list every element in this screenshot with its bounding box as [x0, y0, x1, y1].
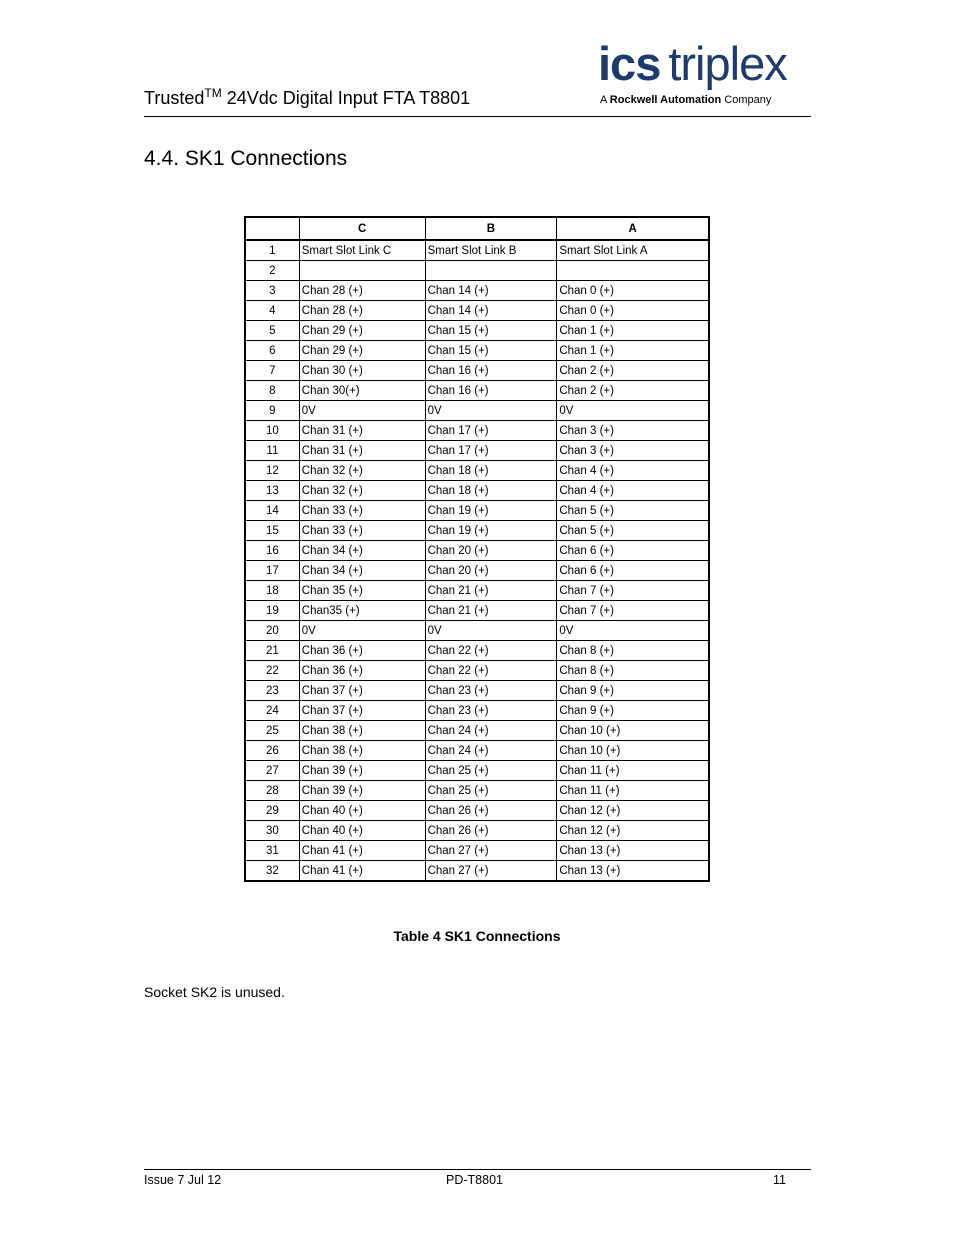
column-b-cell: Chan 27 (+) — [425, 841, 557, 861]
column-c-cell: Chan 38 (+) — [299, 721, 425, 741]
column-b-cell: Chan 23 (+) — [425, 681, 557, 701]
column-b-cell: 0V — [425, 401, 557, 421]
table-row — [245, 561, 709, 581]
column-a-cell: Chan 5 (+) — [557, 501, 709, 521]
trademark-superscript: TM — [204, 86, 222, 100]
column-c-cell: Chan 35 (+) — [299, 581, 425, 601]
table-row — [245, 321, 709, 341]
footer-divider — [144, 1169, 811, 1170]
column-a-cell: Chan 9 (+) — [557, 681, 709, 701]
column-c-cell: Chan35 (+) — [299, 601, 425, 621]
table-row — [245, 741, 709, 761]
column-b-cell: Chan 17 (+) — [425, 421, 557, 441]
pin-number-cell: 5 — [245, 321, 299, 341]
column-a-cell: Chan 0 (+) — [557, 301, 709, 321]
table-row — [245, 441, 709, 461]
column-b-cell: Chan 25 (+) — [425, 761, 557, 781]
pin-number-cell: 15 — [245, 521, 299, 541]
table-row — [245, 461, 709, 481]
sk1-connections-table — [244, 216, 710, 882]
column-b-cell: Chan 19 (+) — [425, 501, 557, 521]
table-row — [245, 521, 709, 541]
table-row — [245, 641, 709, 661]
table-row — [245, 240, 709, 261]
table-row — [245, 761, 709, 781]
column-c-cell: Chan 28 (+) — [299, 281, 425, 301]
pin-number-cell: 19 — [245, 601, 299, 621]
column-c-cell: Chan 39 (+) — [299, 781, 425, 801]
pin-number-cell: 6 — [245, 341, 299, 361]
column-c-cell: Chan 31 (+) — [299, 421, 425, 441]
column-b-cell: Chan 17 (+) — [425, 441, 557, 461]
column-c-cell: Chan 33 (+) — [299, 501, 425, 521]
pin-number-cell: 17 — [245, 561, 299, 581]
column-a-cell: Chan 7 (+) — [557, 601, 709, 621]
column-b-cell: Chan 14 (+) — [425, 281, 557, 301]
sk2-note: Socket SK2 is unused. — [144, 984, 285, 1000]
column-a-cell: Chan 1 (+) — [557, 341, 709, 361]
column-a-cell: Chan 9 (+) — [557, 701, 709, 721]
pin-number-cell: 4 — [245, 301, 299, 321]
table-row — [245, 581, 709, 601]
logo-tag-prefix: A — [600, 94, 610, 106]
column-a-cell: Chan 11 (+) — [557, 781, 709, 801]
column-c-cell: 0V — [299, 621, 425, 641]
column-a-cell: Chan 10 (+) — [557, 741, 709, 761]
column-b-cell: Chan 16 (+) — [425, 381, 557, 401]
logo-word-triplex: triplex — [668, 37, 787, 90]
column-c-cell: Chan 31 (+) — [299, 441, 425, 461]
pin-number-cell: 20 — [245, 621, 299, 641]
pin-number-cell: 14 — [245, 501, 299, 521]
column-c-cell: Chan 32 (+) — [299, 481, 425, 501]
column-b-cell: Chan 18 (+) — [425, 461, 557, 481]
table-row — [245, 721, 709, 741]
pin-number-cell: 8 — [245, 381, 299, 401]
table-row — [245, 681, 709, 701]
table-row — [245, 601, 709, 621]
column-a-cell: Chan 4 (+) — [557, 461, 709, 481]
table-row — [245, 621, 709, 641]
table-row — [245, 861, 709, 882]
column-c-cell: Chan 32 (+) — [299, 461, 425, 481]
pin-number-cell: 21 — [245, 641, 299, 661]
table-row — [245, 361, 709, 381]
column-a-cell: Chan 13 (+) — [557, 861, 709, 882]
logo-tagline — [600, 94, 771, 106]
column-c-cell: Chan 34 (+) — [299, 561, 425, 581]
table-row — [245, 421, 709, 441]
column-b-cell: Chan 21 (+) — [425, 601, 557, 621]
column-header-pin — [245, 217, 299, 240]
column-b-cell: Chan 15 (+) — [425, 341, 557, 361]
footer-issue: Issue 7 Jul 12 — [144, 1173, 222, 1187]
column-c-cell: Chan 34 (+) — [299, 541, 425, 561]
column-a-cell: Chan 4 (+) — [557, 481, 709, 501]
column-b-cell: Chan 27 (+) — [425, 861, 557, 882]
pin-number-cell: 7 — [245, 361, 299, 381]
column-c-cell: Chan 41 (+) — [299, 861, 425, 882]
pin-number-cell: 31 — [245, 841, 299, 861]
column-c-cell: Chan 40 (+) — [299, 821, 425, 841]
column-c-cell: Chan 30(+) — [299, 381, 425, 401]
pin-number-cell: 25 — [245, 721, 299, 741]
table-row — [245, 541, 709, 561]
column-a-cell: Chan 3 (+) — [557, 421, 709, 441]
column-b-cell: Chan 23 (+) — [425, 701, 557, 721]
column-b-cell: Chan 20 (+) — [425, 561, 557, 581]
table-row — [245, 381, 709, 401]
column-b-cell: Chan 24 (+) — [425, 741, 557, 761]
column-a-cell: Chan 13 (+) — [557, 841, 709, 861]
column-b-cell: Chan 24 (+) — [425, 721, 557, 741]
pin-number-cell: 28 — [245, 781, 299, 801]
column-c-cell: Chan 40 (+) — [299, 801, 425, 821]
column-a-cell: 0V — [557, 401, 709, 421]
section-heading: 4.4. SK1 Connections — [144, 147, 348, 170]
table-row — [245, 261, 709, 281]
column-b-cell: Chan 14 (+) — [425, 301, 557, 321]
logo-word-ics: ics — [598, 37, 661, 90]
column-b-cell: Chan 26 (+) — [425, 821, 557, 841]
pin-number-cell: 2 — [245, 261, 299, 281]
ics-triplex-logo — [598, 36, 812, 112]
column-a-cell: Chan 2 (+) — [557, 361, 709, 381]
column-b-cell: Smart Slot Link B — [425, 240, 557, 261]
column-c-cell — [299, 261, 425, 281]
pin-number-cell: 27 — [245, 761, 299, 781]
column-b-cell: 0V — [425, 621, 557, 641]
table-row — [245, 341, 709, 361]
column-a-cell: Chan 0 (+) — [557, 281, 709, 301]
header-divider — [144, 116, 811, 117]
column-a-cell: Chan 8 (+) — [557, 641, 709, 661]
table-body — [245, 240, 709, 881]
column-a-cell: Chan 12 (+) — [557, 801, 709, 821]
document-title — [144, 88, 470, 109]
pin-number-cell: 3 — [245, 281, 299, 301]
column-b-cell: Chan 20 (+) — [425, 541, 557, 561]
title-prefix: Trusted — [144, 88, 205, 108]
table-caption: Table 4 SK1 Connections — [393, 928, 561, 944]
column-a-cell: Chan 1 (+) — [557, 321, 709, 341]
table-row — [245, 781, 709, 801]
column-b-cell: Chan 22 (+) — [425, 661, 557, 681]
table-row — [245, 481, 709, 501]
pin-number-cell: 16 — [245, 541, 299, 561]
column-a-cell: Chan 2 (+) — [557, 381, 709, 401]
column-c-cell: Chan 33 (+) — [299, 521, 425, 541]
pin-number-cell: 23 — [245, 681, 299, 701]
column-a-cell: Chan 5 (+) — [557, 521, 709, 541]
pin-number-cell: 11 — [245, 441, 299, 461]
column-b-cell: Chan 16 (+) — [425, 361, 557, 381]
column-c-cell: Chan 36 (+) — [299, 661, 425, 681]
column-header-a: A — [557, 217, 709, 240]
column-c-cell: Chan 30 (+) — [299, 361, 425, 381]
pin-number-cell: 22 — [245, 661, 299, 681]
column-a-cell: Chan 6 (+) — [557, 561, 709, 581]
pin-number-cell: 18 — [245, 581, 299, 601]
logo-tag-rockwell: Rockwell Automation — [609, 94, 722, 106]
column-b-cell: Chan 21 (+) — [425, 581, 557, 601]
column-c-cell: Chan 28 (+) — [299, 301, 425, 321]
column-c-cell: Chan 36 (+) — [299, 641, 425, 661]
column-a-cell: Chan 8 (+) — [557, 661, 709, 681]
column-b-cell: Chan 22 (+) — [425, 641, 557, 661]
column-c-cell: Chan 39 (+) — [299, 761, 425, 781]
pin-number-cell: 12 — [245, 461, 299, 481]
column-c-cell: Chan 37 (+) — [299, 701, 425, 721]
column-b-cell: Chan 18 (+) — [425, 481, 557, 501]
column-a-cell: Chan 3 (+) — [557, 441, 709, 461]
table-row — [245, 821, 709, 841]
logo-wordmark — [598, 36, 787, 92]
column-b-cell — [425, 261, 557, 281]
table-row — [245, 841, 709, 861]
title-suffix: 24Vdc Digital Input FTA T8801 — [221, 88, 471, 108]
column-c-cell: Chan 41 (+) — [299, 841, 425, 861]
column-a-cell: Chan 6 (+) — [557, 541, 709, 561]
column-a-cell: Chan 11 (+) — [557, 761, 709, 781]
column-b-cell: Chan 26 (+) — [425, 801, 557, 821]
pin-number-cell: 26 — [245, 741, 299, 761]
column-b-cell: Chan 15 (+) — [425, 321, 557, 341]
column-a-cell: Chan 7 (+) — [557, 581, 709, 601]
table-row — [245, 701, 709, 721]
column-header-b: B — [425, 217, 557, 240]
column-c-cell: Chan 38 (+) — [299, 741, 425, 761]
column-a-cell: 0V — [557, 621, 709, 641]
column-c-cell: Smart Slot Link C — [299, 240, 425, 261]
pin-number-cell: 1 — [245, 240, 299, 261]
pin-number-cell: 24 — [245, 701, 299, 721]
column-a-cell: Chan 12 (+) — [557, 821, 709, 841]
table-header-row — [245, 217, 709, 240]
pin-number-cell: 13 — [245, 481, 299, 501]
pin-number-cell: 10 — [245, 421, 299, 441]
pin-number-cell: 32 — [245, 861, 299, 882]
footer-doc-id: PD-T8801 — [446, 1173, 503, 1187]
column-c-cell: 0V — [299, 401, 425, 421]
column-a-cell: Smart Slot Link A — [557, 240, 709, 261]
column-header-c: C — [299, 217, 425, 240]
column-c-cell: Chan 29 (+) — [299, 341, 425, 361]
table-row — [245, 801, 709, 821]
table-row — [245, 281, 709, 301]
table-row — [245, 501, 709, 521]
column-a-cell — [557, 261, 709, 281]
column-b-cell: Chan 25 (+) — [425, 781, 557, 801]
column-a-cell: Chan 10 (+) — [557, 721, 709, 741]
logo-tag-suffix: Company — [721, 94, 772, 106]
table-row — [245, 301, 709, 321]
pin-number-cell: 9 — [245, 401, 299, 421]
table-row — [245, 401, 709, 421]
table-row — [245, 661, 709, 681]
column-c-cell: Chan 29 (+) — [299, 321, 425, 341]
column-b-cell: Chan 19 (+) — [425, 521, 557, 541]
pin-number-cell: 29 — [245, 801, 299, 821]
footer-page-number: 11 — [773, 1173, 786, 1187]
pin-number-cell: 30 — [245, 821, 299, 841]
column-c-cell: Chan 37 (+) — [299, 681, 425, 701]
